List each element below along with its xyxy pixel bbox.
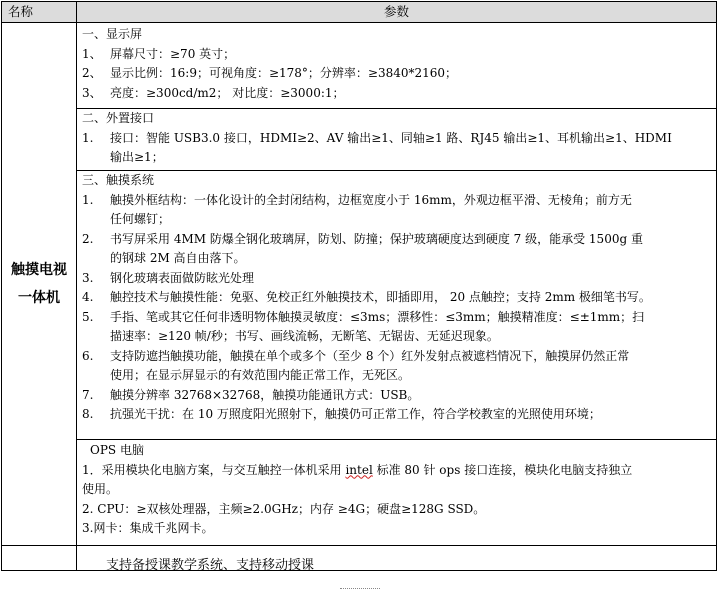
section-title: 一、显示屏 [82,27,143,41]
spellcheck-word: intel [345,462,373,477]
row-divider [2,545,716,546]
list-item [82,84,712,104]
interfaces-section [82,109,712,168]
item-number: 3. [82,270,94,285]
table-header [2,2,716,23]
item-text-continued: 使用。 [82,482,119,496]
item-text: 屏幕尺寸：≥70 英寸； [110,46,236,61]
column-divider [76,23,77,570]
item-number: 1. [82,130,94,145]
item-number: 6. [82,348,94,363]
item-number: 5. [82,309,94,324]
item-text: 书写屏采用 4MM 防爆全钢化玻璃屏，防划、防撞；保护玻璃硬度达到硬度 7 级，能承受 1500g 重 [110,231,643,246]
item-text-continued: 使用；在显示屏显示的有效范围内能正常工作，无死区。 [110,368,411,382]
item-text: 接口：智能 USB3.0 接口，HDMI≥2、AV 输出≥1、同轴≥1 路、RJ45 输出≥1、耳机输出≥1、HDMI [110,130,672,145]
item-text-continued: 的钢球 2M 高自由落下。 [110,251,246,265]
list-item [82,405,712,425]
list-item [82,308,712,328]
item-text: 触摸分辨率 32768×32768，触摸功能通讯方式：USB。 [110,387,420,402]
item-text-continued: 任何螺钉； [110,212,171,226]
spec-table [1,1,717,571]
list-item [82,386,712,406]
list-item [82,230,712,250]
item-text: 触控技术与触摸性能：免驱、免校正红外触摸技术，即插即用， 20 点触控；支持 2mm 极细笔书写。 [110,290,651,304]
list-item [82,64,712,84]
item-number: 1、 [82,46,102,61]
footer-text: 支持备授课教学系统、支持移动授课 [106,558,315,573]
item-number: 4. [82,290,94,304]
list-item [82,347,712,367]
item-text-continued: 描速率：≥120 帧/秒；书写、画线流畅，无断笔、无锯齿、无延迟现象。 [110,329,499,343]
product-name-cell [2,23,76,545]
item-number: 8. [82,407,94,421]
section-title: 三、触摸系统 [82,173,155,187]
list-item [82,461,712,481]
item-text: 触摸外框结构：一体化设计的全封闭结构，边框宽度小于 16mm，外观边框平滑、无棱角；前方无 [110,192,632,207]
section-title: 二、外置接口 [82,111,155,125]
item-text: 支持防遮挡触摸功能，触摸在单个或多个（至少 8 个）红外发射点被遮档情况下，触摸屏仍然正常 [110,348,630,363]
item-number: 2. [82,231,94,246]
item-number: 2、 [82,66,102,80]
header-name-cell: 名称 [8,4,34,19]
ops-section [82,441,712,539]
list-item [82,288,712,308]
item-number: 1. [82,192,94,207]
page-mark [340,588,380,593]
touch-section [82,171,712,425]
row-divider [77,439,716,440]
product-name [9,256,69,312]
list-item [82,269,712,289]
item-text: 1．采用模块化电脑方案，与交互触控一体机采用 [82,462,346,477]
product-name-line: 一体机 [18,290,60,306]
item-text: 抗强光干扰：在 10 万照度阳光照射下，触摸仍可正常工作，符合学校教室的光照使用环境； [110,407,601,421]
item-text-continued: 输出≥1； [110,150,164,164]
item-text: 标准 80 针 ops 接口连接，模块化电脑支持独立 [372,462,633,477]
list-item: 3.网卡：集成千兆网卡。 [82,521,214,535]
section-title: OPS 电脑 [90,443,144,457]
item-text: 钢化玻璃表面做防眩光处理 [110,270,255,285]
list-item: 2. CPU：≥双核处理器，主频≥2.0GHz；内存 ≥4G；硬盘≥128G SSD。 [82,501,486,516]
item-number: 7. [82,387,94,402]
product-name-line: 触摸电视 [11,262,67,278]
item-text: 亮度：≥300cd/m2； 对比度：≥3000:1； [110,85,345,100]
item-number: 3、 [82,85,102,100]
item-text: 手指、笔或其它任何非透明物体触摸灵敏度：≤3ms；漂移性：≤3mm；触摸精准度：≤±1mm；扫 [110,309,645,324]
list-item [82,45,712,65]
list-item [82,191,712,211]
header-params-cell: 参数 [76,2,716,22]
item-text: 显示比例：16:9；可视角度：≥178°；分辨率：≥3840*2160； [110,66,458,80]
display-section [82,25,712,103]
list-item [82,129,712,149]
